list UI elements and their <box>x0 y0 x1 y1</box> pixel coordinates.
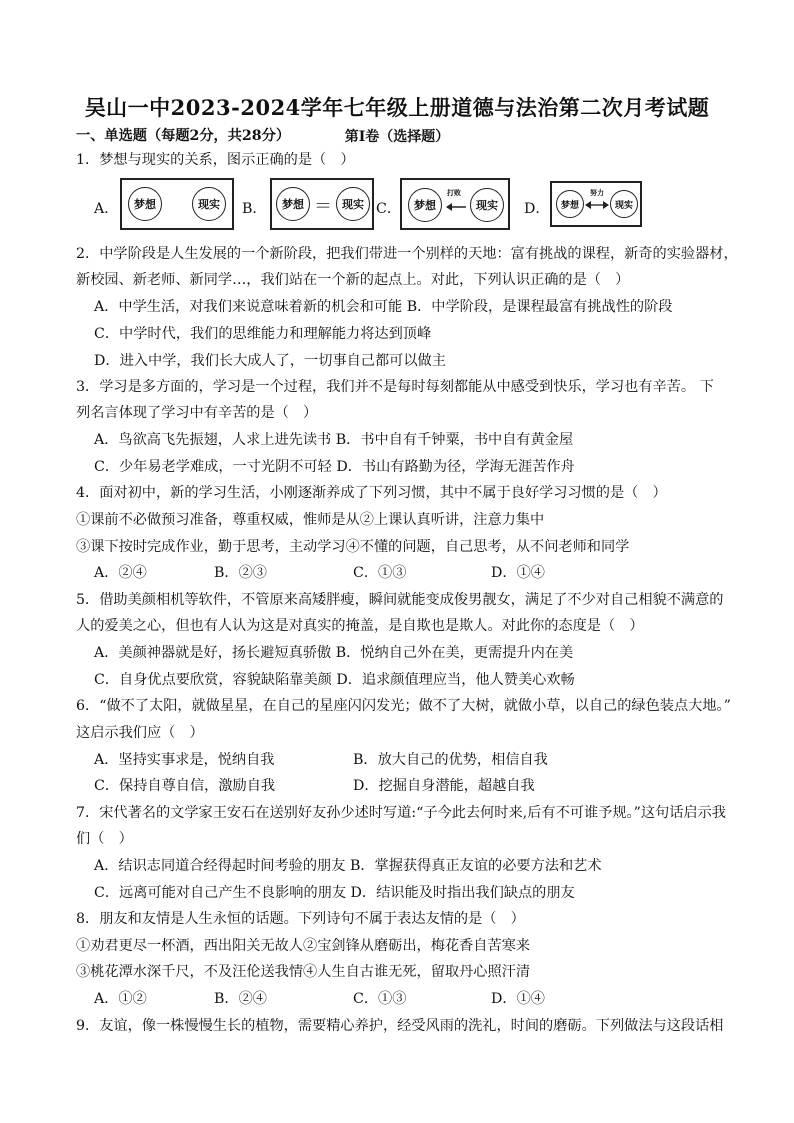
q1-diagram-d <box>550 181 642 227</box>
q4-option-b: B．②③ <box>214 565 267 581</box>
q6-option-b: B．放大自己的优势，相信自我 <box>353 752 548 768</box>
reality-circle: 现实 <box>192 187 226 221</box>
q4-items-3-4: ③课下按时完成作业，勤于思考，主动学习④不懂的问题，自己思考，从不问老师和同学 <box>76 539 630 555</box>
q3-options-ab: A．鸟欲高飞先振翅，人求上进先读书 B．书中自有千钟粟，书中自有黄金屋 <box>94 432 574 448</box>
q2-options-ab: A．中学生活，对我们来说意味着新的机会和可能 B．中学阶段，是课程最富有挑战性的阶段 <box>94 299 673 315</box>
q1-diagram-a <box>120 178 234 230</box>
q6-option-c: C．保持自尊自信，激励自我 <box>94 778 276 794</box>
q1-label-c: C． <box>376 201 402 217</box>
q8-option-d: D．①④ <box>491 991 545 1007</box>
q4-option-a: A．②④ <box>94 565 147 581</box>
reality-circle: 现实 <box>336 187 370 221</box>
q4-items-1-2: ①课前不必做预习准备，尊重权威，惟师是从②上课认真听讲，注意力集中 <box>76 512 545 528</box>
exam-title: 吴山一中2023-2024学年七年级上册道德与法治第二次月考试题 <box>84 95 710 120</box>
q2-stem-line1: 2．中学阶段是人生发展的一个新阶段，把我们带进一个别样的天地：富有挑战的课程，新奇的实验器材， <box>76 246 738 262</box>
dream-circle: 梦想 <box>276 187 310 221</box>
dream-circle: 梦想 <box>128 187 162 221</box>
q5-options-ab: A．美颜神器就是好，扬长避短真骄傲 B．悦纳自己外在美，更需提升内在美 <box>94 645 574 661</box>
q1-label-a: A． <box>94 201 119 217</box>
q3-stem-line1: 3．学习是多方面的，学习是一个过程，我们并不是每时每刻都能从中感受到快乐，学习也有辛苦。 下 <box>76 379 714 395</box>
section-heading: 一、单选题（每题2分，共28分） <box>76 128 291 144</box>
q4-option-d: D．①④ <box>491 565 545 581</box>
q5-options-cd: C．自身优点要欣赏，容貌缺陷靠美颜 D．追求颜值理应当，他人赞美心欢畅 <box>94 672 575 688</box>
q2-option-c: C．中学时代，我们的思维能力和理解能力将达到顶峰 <box>94 326 432 342</box>
dream-circle: 梦想 <box>556 190 584 218</box>
q1-label-d: D． <box>524 201 550 217</box>
double-arrow-icon <box>585 200 609 210</box>
effort-word: 努力 <box>590 188 604 197</box>
q6-option-d: D．挖掘自身潜能，超越自我 <box>353 778 535 794</box>
q9-stem: 9．友谊，像一株慢慢生长的植物，需要精心养护，经受风雨的洗礼，时间的磨砺。下列做法与这段话相 <box>76 1018 724 1034</box>
q6-stem-line1: 6．“做不了太阳，就做星星，在自己的星座闪闪发光；做不了大树，就做小草，以自己的绿色装点大地。” <box>76 698 731 714</box>
q8-stem: 8．朋友和友情是人生永恒的话题。下列诗句不属于表达友情的是（ ） <box>76 911 525 927</box>
q3-options-cd: C．少年易老学难成，一寸光阴不可轻 D．书山有路勤为径，学海无涯苦作舟 <box>94 459 575 475</box>
q4-option-c: C．①③ <box>353 565 407 581</box>
dream-circle: 梦想 <box>408 188 442 222</box>
q7-options-ab: A．结识志同道合经得起时间考验的朋友 B．掌握获得真正友谊的必要方法和艺术 <box>94 858 602 874</box>
q8-option-c: C．①③ <box>353 991 407 1007</box>
left-arrow-icon <box>446 202 468 212</box>
equals-sign: ＝ <box>314 196 332 217</box>
defeat-word: 打败 <box>447 188 461 197</box>
q1-diagram-c <box>400 178 510 230</box>
reality-circle: 现实 <box>610 190 638 218</box>
q1-diagram-options <box>76 178 716 234</box>
q5-stem-line1: 5．借助美颜相机等软件，不管原来高矮胖瘦，瞬间就能变成俊男靓女，满足了不少对自己相貌不满意的 <box>76 592 724 608</box>
reality-circle: 现实 <box>470 188 504 222</box>
q6-option-a: A．坚持实事求是，悦纳自我 <box>94 752 275 768</box>
q8-items-3-4: ③桃花潭水深千尺，不及汪伦送我情④人生自古谁无死，留取丹心照汗清 <box>76 964 531 980</box>
q5-stem-line2: 人的爱美之心，但也有人认为这是对真实的掩盖，是自欺也是欺人。对此你的态度是（ ） <box>76 618 644 634</box>
q6-stem-line2: 这启示我们应（ ） <box>76 725 204 741</box>
q4-stem: 4．面对初中，新的学习生活，小刚逐渐养成了下列习惯，其中不属于良好学习习惯的是（ ） <box>76 485 667 501</box>
q8-option-a: A．①② <box>94 991 147 1007</box>
q1-stem: 1．梦想与现实的关系，图示正确的是（ ） <box>76 152 355 168</box>
q8-option-b: B．②④ <box>214 991 267 1007</box>
part-title: 第Ⅰ卷（选择题） <box>344 129 450 145</box>
q7-stem-line2: 们（ ） <box>76 831 133 847</box>
q7-options-cd: C．远离可能对自己产生不良影响的朋友 D．结识能及时指出我们缺点的朋友 <box>94 885 575 901</box>
q8-items-1-2: ①劝君更尽一杯酒，西出阳关无故人②宝剑锋从磨砺出，梅花香自苦寒来 <box>76 938 531 954</box>
q1-label-b: B． <box>242 201 267 217</box>
q1-diagram-b <box>270 178 374 230</box>
q2-option-d: D．进入中学，我们长大成人了，一切事自己都可以做主 <box>94 353 446 369</box>
q7-stem-line1: 7．宋代著名的文学家王安石在送别好友孙少述时写道:“子今此去何时来,后有不可谁予规。”这句话启示我 <box>76 805 726 821</box>
q2-stem-line2: 新校园、新老师、新同学…，我们站在一个新的起点上。对此，下列认识正确的是（ ） <box>76 272 630 288</box>
q3-stem-line2: 列名言体现了学习中有辛苦的是（ ） <box>76 405 318 421</box>
